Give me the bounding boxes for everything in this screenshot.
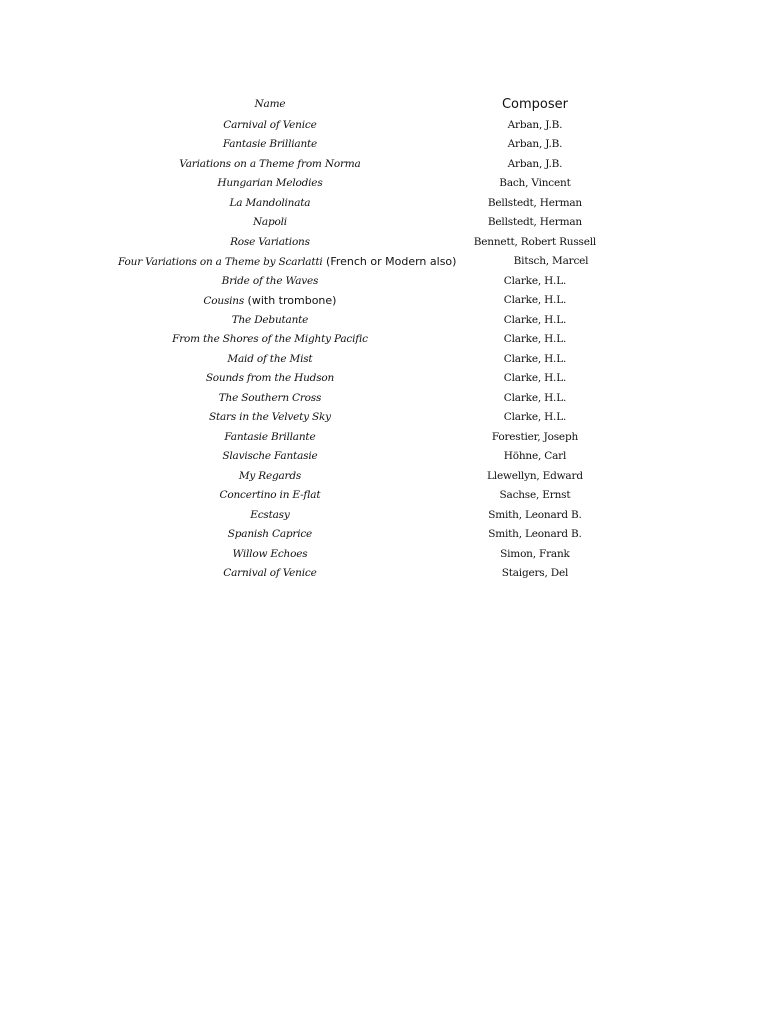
- piece-name-cell: [118, 431, 422, 443]
- table-row: [118, 213, 648, 233]
- table-row: [118, 486, 648, 506]
- piece-name: My Regards: [238, 469, 302, 482]
- piece-name: Rose Variations: [230, 235, 310, 248]
- piece-name: From the Shores of the Mighty Pacific: [172, 333, 368, 346]
- piece-name: Spanish Caprice: [227, 528, 313, 541]
- piece-name: Maid of the Mist: [227, 352, 313, 365]
- table-row: [118, 447, 648, 467]
- composer-cell: Arban, J.B.: [507, 157, 563, 170]
- composer-cell: Arban, J.B.: [507, 118, 563, 131]
- piece-name-cell: [118, 333, 422, 345]
- piece-name: Fantasie Brillante: [224, 430, 316, 443]
- repertoire-table: [118, 93, 648, 583]
- piece-name-cell: [118, 177, 422, 189]
- piece-name: The Southern Cross: [218, 391, 322, 404]
- piece-name: La Mandolinata: [229, 196, 311, 209]
- piece-name-cell: [118, 197, 422, 209]
- piece-name: Variations on a Theme from Norma: [179, 157, 361, 170]
- table-body: [118, 115, 648, 583]
- piece-name: Ecstasy: [250, 508, 290, 521]
- composer-cell: Bach, Vincent: [499, 177, 571, 190]
- header-composer: Composer: [501, 96, 568, 112]
- piece-name: Hungarian Melodies: [217, 177, 323, 190]
- table-row: [118, 349, 648, 369]
- composer-cell: Simon, Frank: [500, 547, 570, 560]
- piece-name: Fantasie Brilliante: [222, 138, 318, 151]
- piece-name-cell: [118, 314, 422, 326]
- composer-cell: Clarke, H.L.: [503, 372, 567, 385]
- piece-name: The Debutante: [231, 313, 309, 326]
- table-row: [118, 193, 648, 213]
- table-row: [118, 564, 648, 584]
- table-header-row: [118, 93, 648, 115]
- piece-name-cell: [118, 528, 422, 540]
- table-row: [118, 232, 648, 252]
- table-row: [118, 271, 648, 291]
- table-row: [118, 505, 648, 525]
- table-row: [118, 427, 648, 447]
- piece-name-cell: [118, 158, 422, 170]
- composer-cell: Arban, J.B.: [507, 138, 563, 151]
- piece-name: Stars in the Velvety Sky: [208, 411, 331, 424]
- table-row: [118, 115, 648, 135]
- piece-name-cell: [118, 275, 422, 287]
- table-row: [118, 466, 648, 486]
- composer-cell: Clarke, H.L.: [503, 352, 567, 365]
- table-row: [118, 544, 648, 564]
- composer-cell: Clarke, H.L.: [503, 333, 567, 346]
- composer-cell: Clarke, H.L.: [503, 274, 567, 287]
- piece-name-cell: [118, 411, 422, 423]
- table-row: [118, 330, 648, 350]
- composer-cell: Forestier, Joseph: [491, 430, 579, 443]
- piece-name-cell: [118, 450, 422, 462]
- composer-cell: Bellstedt, Herman: [487, 196, 582, 209]
- composer-cell: Smith, Leonard B.: [488, 528, 582, 541]
- piece-name-cell: [118, 216, 422, 228]
- header-name: Name: [254, 98, 286, 110]
- piece-name-cell: [118, 236, 422, 248]
- piece-name: Carnival of Venice: [223, 567, 317, 580]
- table-row: [118, 369, 648, 389]
- piece-name-cell: [118, 489, 422, 501]
- composer-cell: Bellstedt, Herman: [487, 216, 582, 229]
- piece-name: Carnival of Venice: [223, 118, 317, 131]
- composer-cell: Clarke, H.L.: [503, 294, 567, 307]
- piece-name: Bride of the Waves: [221, 274, 319, 287]
- piece-name-cell: [118, 470, 422, 482]
- composer-cell: Bitsch, Marcel: [513, 255, 589, 268]
- composer-cell: Smith, Leonard B.: [488, 508, 582, 521]
- piece-name-cell: [118, 392, 422, 404]
- table-row: [118, 174, 648, 194]
- table-row: [118, 408, 648, 428]
- piece-note: (with trombone): [244, 293, 337, 307]
- piece-name-cell: [118, 119, 422, 131]
- piece-name: Sounds from the Hudson: [205, 372, 335, 385]
- table-row: [118, 388, 648, 408]
- piece-name-cell: [118, 509, 422, 521]
- composer-cell: Clarke, H.L.: [503, 391, 567, 404]
- table-row: [118, 291, 648, 311]
- piece-name: Willow Echoes: [232, 547, 308, 560]
- composer-cell: Höhne, Carl: [503, 450, 567, 463]
- table-row: [118, 135, 648, 155]
- piece-name-cell: [118, 548, 422, 560]
- table-row: [118, 252, 648, 272]
- piece-name: Slavische Fantasie: [222, 450, 318, 463]
- piece-name: Cousins: [203, 294, 245, 307]
- piece-name-cell: [118, 567, 422, 579]
- table-row: [118, 310, 648, 330]
- composer-cell: Llewellyn, Edward: [487, 469, 583, 482]
- composer-cell: Staigers, Del: [501, 567, 569, 580]
- piece-name: Concertino in E-flat: [219, 489, 321, 502]
- table-row: [118, 154, 648, 174]
- table-row: [118, 525, 648, 545]
- composer-cell: Clarke, H.L.: [503, 411, 567, 424]
- composer-cell: Bennett, Robert Russell: [473, 235, 597, 248]
- piece-note: (French or Modern also): [322, 254, 457, 268]
- piece-name: Napoli: [252, 216, 287, 229]
- piece-name-cell: [118, 372, 422, 384]
- piece-name: Four Variations on a Theme by Scarlatti: [118, 255, 323, 268]
- piece-name-cell: [118, 138, 422, 150]
- piece-name-cell: [118, 353, 422, 365]
- piece-name-cell: [118, 294, 422, 307]
- piece-name-cell: [118, 254, 457, 268]
- composer-cell: Clarke, H.L.: [503, 313, 567, 326]
- composer-cell: Sachse, Ernst: [499, 489, 571, 502]
